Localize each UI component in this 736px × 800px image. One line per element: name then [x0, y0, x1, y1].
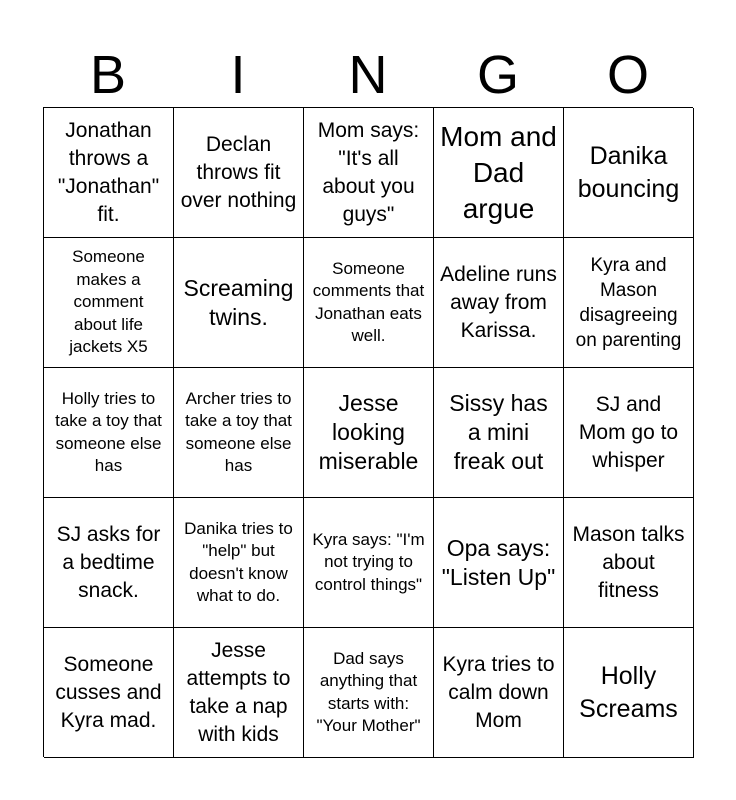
bingo-cell-r4c3[interactable]: [304, 498, 434, 628]
bingo-cell-r1c4[interactable]: [434, 108, 564, 238]
bingo-cell-r5c4[interactable]: [434, 628, 564, 758]
cell-text: Danika tries to "help" but doesn't know what to do.: [184, 518, 293, 605]
cell-text: Jesse looking miserable: [318, 390, 419, 474]
cell-text: Kyra tries to calm down Mom: [442, 652, 555, 732]
cell-text: Danika bouncing: [577, 141, 680, 203]
cell-text: Opa says: "Listen Up": [441, 534, 556, 590]
cell-text: Someone makes a comment about life jackets X5: [69, 247, 148, 357]
cell-text: Jesse attempts to take a nap with kids: [186, 638, 291, 746]
bingo-cell-r3c1[interactable]: [44, 368, 174, 498]
cell-text: Screaming twins.: [183, 274, 294, 330]
bingo-cell-r1c1[interactable]: [44, 108, 174, 238]
bingo-cell-r5c5[interactable]: [564, 628, 694, 758]
bingo-cell-r5c1[interactable]: [44, 628, 174, 758]
cell-text: Dad says anything that starts with: "Your Mother": [316, 648, 421, 735]
cell-text: Holly Screams: [579, 661, 678, 723]
cell-text: Mom and Dad argue: [440, 120, 557, 224]
bingo-cell-r4c2[interactable]: [174, 498, 304, 628]
cell-text: Someone comments that Jonathan eats well.: [312, 258, 425, 345]
header-letter-n: N: [348, 45, 388, 105]
bingo-cell-r5c2[interactable]: [174, 628, 304, 758]
cell-text: Archer tries to take a toy that someone else has: [185, 388, 292, 475]
bingo-cell-r2c2[interactable]: [174, 238, 304, 368]
cell-text: Kyra says: "I'm not trying to control things": [312, 529, 425, 594]
cell-text: SJ asks for a bedtime snack.: [56, 522, 161, 602]
header-letter-g: G: [476, 45, 519, 105]
cell-text: Holly tries to take a toy that someone else has: [55, 388, 162, 475]
cell-text: Mason talks about fitness: [572, 522, 685, 602]
cell-text: Someone cusses and Kyra mad.: [55, 652, 162, 732]
bingo-cell-r2c3[interactable]: [304, 238, 434, 368]
cell-text: Mom says: "It's all about you guys": [317, 118, 420, 226]
cell-text: Declan throws fit over nothing: [180, 132, 297, 212]
bingo-header: [43, 46, 693, 104]
bingo-cell-r4c1[interactable]: [44, 498, 174, 628]
bingo-cell-r3c2[interactable]: [174, 368, 304, 498]
bingo-cell-r4c5[interactable]: [564, 498, 694, 628]
bingo-cell-r2c5[interactable]: [564, 238, 694, 368]
bingo-cell-r4c4[interactable]: [434, 498, 564, 628]
bingo-cell-r5c3[interactable]: [304, 628, 434, 758]
header-letter-b: B: [89, 45, 127, 105]
cell-text: Jonathan throws a "Jonathan" fit.: [57, 118, 160, 226]
bingo-grid: [43, 107, 693, 757]
bingo-cell-r1c3[interactable]: [304, 108, 434, 238]
cell-text: Adeline runs away from Karissa.: [440, 262, 557, 342]
cell-text: Sissy has a mini freak out: [449, 390, 548, 474]
bingo-cell-r1c5[interactable]: [564, 108, 694, 238]
bingo-cell-r3c3[interactable]: [304, 368, 434, 498]
bingo-cell-r2c4[interactable]: [434, 238, 564, 368]
cell-text: Kyra and Mason disagreeing on parenting: [575, 254, 682, 351]
bingo-cell-r1c2[interactable]: [174, 108, 304, 238]
bingo-cell-r2c1[interactable]: [44, 238, 174, 368]
bingo-cell-r3c4[interactable]: [434, 368, 564, 498]
cell-text: SJ and Mom go to whisper: [578, 392, 679, 472]
header-letter-o: O: [606, 45, 649, 105]
header-letter-i: I: [230, 45, 246, 105]
bingo-cell-r3c5[interactable]: [564, 368, 694, 498]
